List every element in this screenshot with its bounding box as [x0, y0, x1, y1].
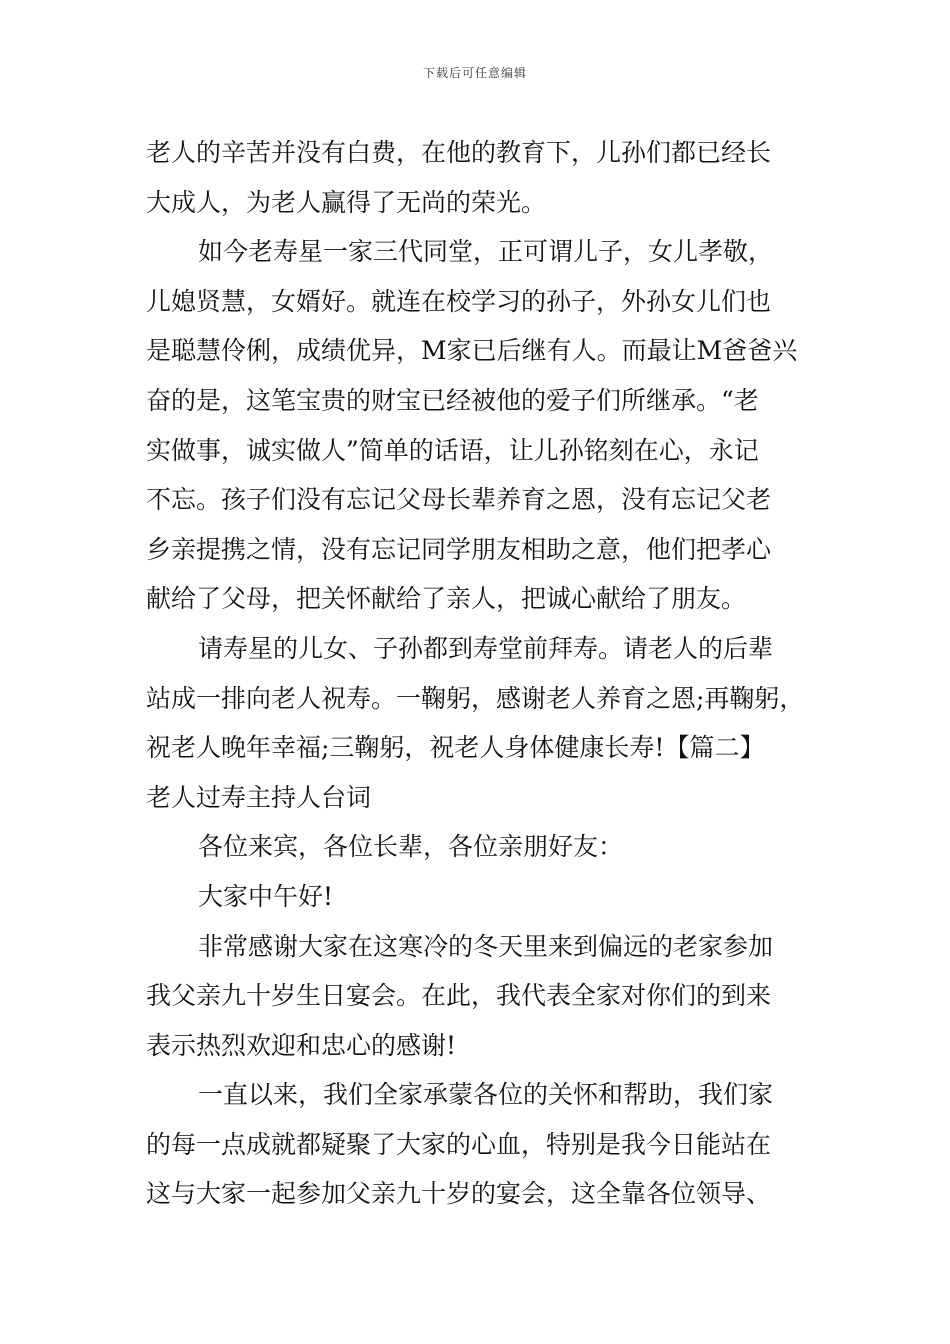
text-line: 这与大家一起参加父亲九十岁的宴会，这全靠各位领导、	[146, 1179, 772, 1209]
page-header: 下载后可任意编辑	[422, 66, 527, 80]
text-line: 不忘。孩子们没有忘记父母长辈养育之恩，没有忘记父老	[146, 485, 772, 515]
text-line: 大家中午好!	[198, 881, 334, 911]
text-line: 表示热烈欢迎和忠心的感谢!	[146, 1030, 457, 1060]
text-line: 儿媳贤慧，女婿好。就连在校学习的孙子，外孙女儿们也	[146, 286, 772, 316]
text-line: 站成一排向老人祝寿。一鞠躬，感谢老人养育之恩;再鞠躬，	[146, 683, 805, 713]
text-line: 祝老人晚年幸福;三鞠躬，祝老人身体健康长寿!【篇二】	[146, 733, 765, 763]
text-line: 大成人，为老人赢得了无尚的荣光。	[146, 187, 547, 217]
text-line: 非常感谢大家在这寒冷的冬天里来到偏远的老家参加	[198, 931, 774, 961]
text-line: 的每一点成就都疑聚了大家的心血，特别是我今日能站在	[146, 1129, 772, 1159]
text-line: 如今老寿星一家三代同堂，正可谓儿子，女儿孝敬，	[198, 237, 774, 267]
text-line: 一直以来，我们全家承蒙各位的关怀和帮助，我们家	[198, 1080, 774, 1110]
text-line: 我父亲九十岁生日宴会。在此，我代表全家对你们的到来	[146, 981, 772, 1011]
text-line: 奋的是，这笔宝贵的财宝已经被他的爱子们所继承。“老	[146, 385, 759, 415]
text-line: 老人的辛苦并没有白费，在他的教育下，儿孙们都已经长	[146, 138, 772, 167]
text-line: 实做事，诚实做人”简单的话语，让儿孙铭刻在心，永记	[146, 435, 759, 465]
text-line: 是聪慧伶俐，成绩优异，M家已后继有人。而最让M爸爸兴	[146, 336, 798, 366]
section-heading: 老人过寿主持人台词	[146, 782, 372, 812]
text-line: 各位来宾，各位长辈，各位亲朋好友：	[198, 832, 624, 862]
text-line: 请寿星的儿女、子孙都到寿堂前拜寿。请老人的后辈	[198, 633, 774, 663]
document-body	[146, 128, 806, 1219]
text-line: 乡亲提携之情，没有忘记同学朋友相助之意，他们把孝心	[146, 534, 772, 564]
text-line: 献给了父母，把关怀献给了亲人，把诚心献给了朋友。	[146, 584, 747, 614]
